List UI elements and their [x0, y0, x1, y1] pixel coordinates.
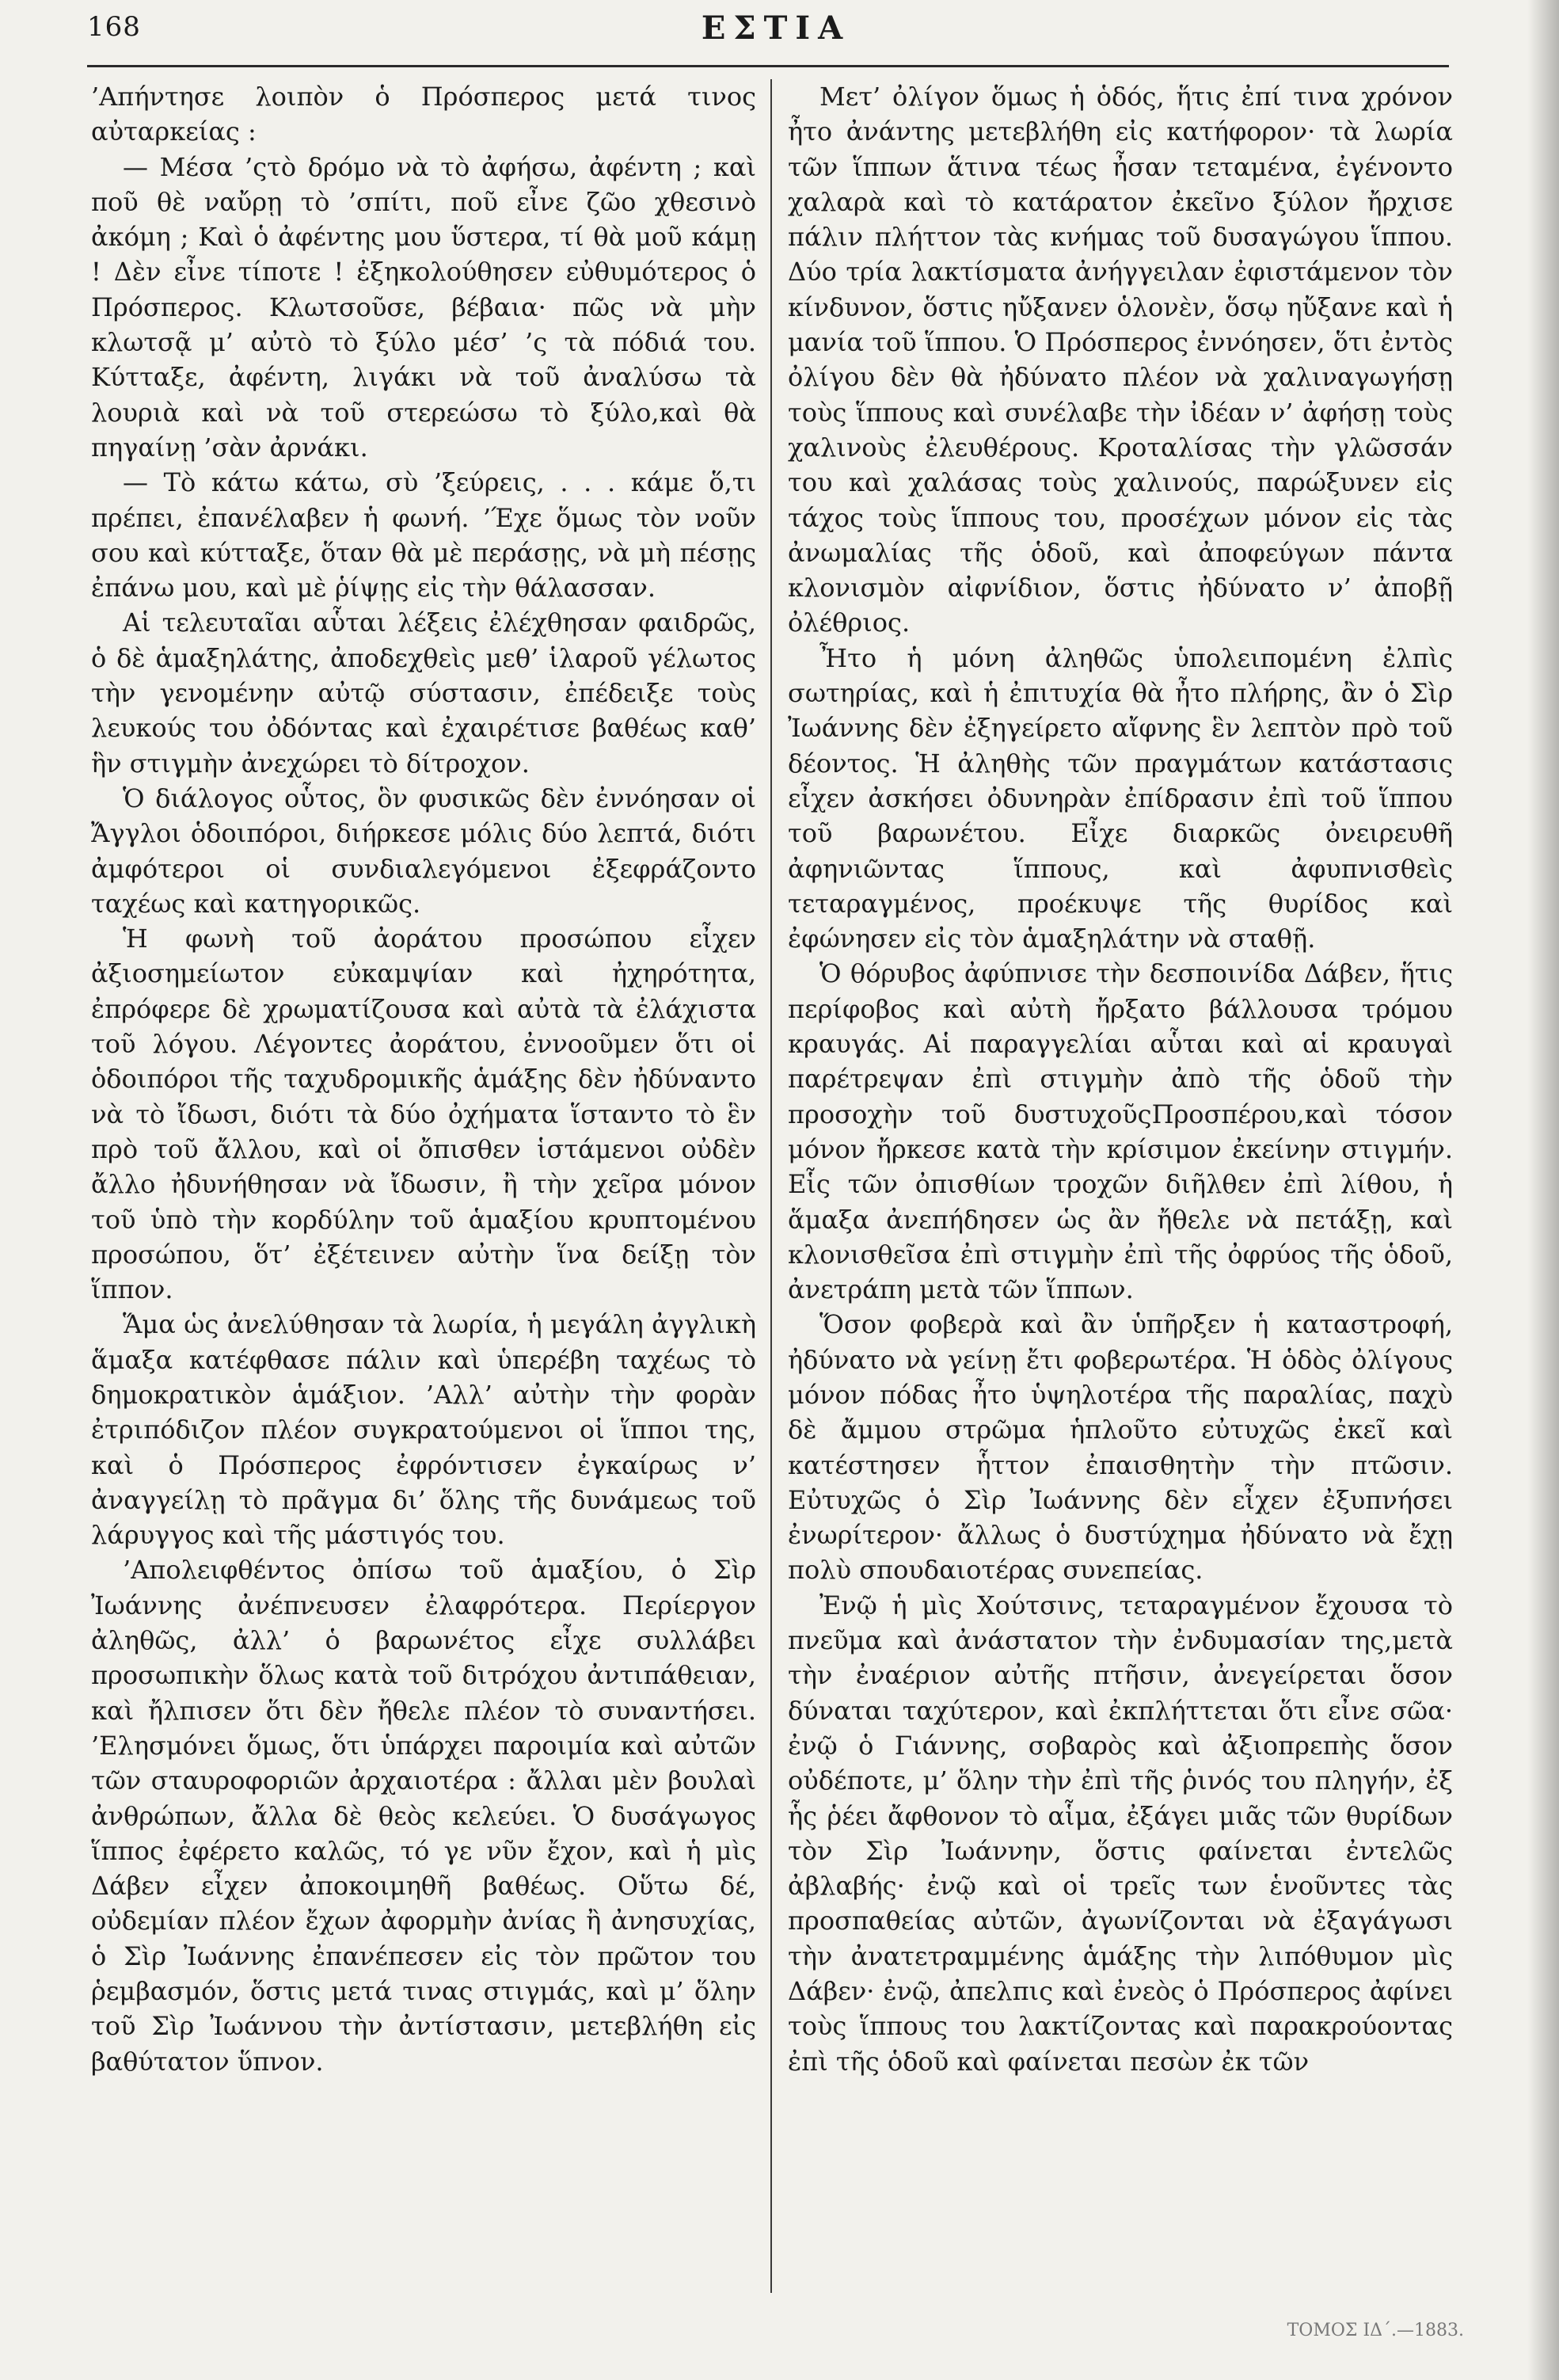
page-header	[87, 6, 1465, 54]
paragraph: Ἦτο ἡ μόνη ἀληθῶς ὑπολειπομένη ἐλπὶς σωτηρίας, καὶ ἡ ἐπιτυχία θὰ ἦτο πλήρης, ἂν ὁ Σὶρ Ἰωάννης δὲν ἐξηγείρετο αἴφνης ἓν λεπτὸν πρὸ τοῦ δέοντος. Ἡ ἀληθὴς τῶν πραγμάτων κατάστασις εἶχεν ἀσκήσει ὀδυνηρὰν ἐπίδρασιν ἐπὶ τοῦ ἵππου τοῦ βαρωνέτου. Εἶχε διαρκῶς ὀνειρευθῆ ἀφηνιῶντας ἵππους, καὶ ἀφυπνισθεὶς τεταραγμένος, προέκυψε τῆς θυρίδος καὶ ἐφώνησεν εἰς τὸν ἁμαξηλάτην νὰ σταθῇ.	[788, 642, 1453, 954]
paragraph: — Μέσα ’ςτὸ δρόμο νὰ τὸ ἀφήσω, ἀφέντη ; καὶ ποῦ θὲ ναὔρῃ τὸ ’σπίτι, ποῦ εἶνε ζῶο χθεσινὸ ἀκόμη ; Καὶ ὁ ἀφέντης μου ὕστερα, τί θὰ μοῦ κάμῃ ! Δὲν εἶνε τίποτε ! ἐξηκολούθησεν εὐθυμότερος ὁ Πρόσπερος. Κλωτσοῦσε, βέβαια· πῶς νὰ μὴν κλωτσᾷ μ’ αὐτὸ τὸ ξύλο μέσ’ ’ς τὰ πόδιά του. Κύτταξε, ἀφέντη, λιγάκι νὰ τοῦ ἀναλύσω τὰ λουριὰ καὶ νὰ τοῦ στερεώσω τὸ ξύλο,καὶ θὰ πηγαίνῃ ’σὰν ἀρνάκι.	[91, 151, 756, 463]
paragraph: ’Απήντησε λοιπὸν ὁ Πρόσπερος μετά τινος αὐταρκείας :	[91, 82, 756, 147]
paragraph: — Τὸ κάτω κάτω, σὺ ’ξεύρεις, . . . κάμε ὅ,τι πρέπει, ἐπανέλαβεν ἡ φωνή. ’Έχε ὅμως τὸν νοῦν σου καὶ κύτταξε, ὅταν θὰ μὲ περάσῃς, νὰ μὴ πέσῃς ἐπάνω μου, καὶ μὲ ῥίψῃς εἰς τὴν θάλασσαν.	[91, 467, 756, 604]
paragraph: Ἐνῷ ἡ μὶς Χούτσινς, τεταραγμένον ἔχουσα τὸ πνεῦμα καὶ ἀνάστατον τὴν ἐνδυμασίαν της,μετὰ τὴν ἐναέριον αὐτῆς πτῆσιν, ἀνεγείρεται ὅσον δύναται ταχύτερον, καὶ ἐκπλήττεται ὅτι εἶνε σῶα· ἐνῷ ὁ Γιάννης, σοβαρὸς καὶ ἀξιοπρεπὴς ὅσον οὐδέποτε, μ’ ὅλην τὴν ἐπὶ τῆς ῥινός του πληγήν, ἐξ ἧς ῥέει ἄφθονον τὸ αἷμα, ἐξάγει μιᾶς τῶν θυρίδων τὸν Σὶρ Ἰωάννην, ὅστις φαίνεται ἐντελῶς ἀβλαβής· ἐνῷ καὶ οἱ τρεῖς των ἑνοῦντες τὰς προσπαθείας αὐτῶν, ἀγωνίζονται νὰ ἐξαγάγωσι τὴν ἀνατετραμμένης ἁμάξης τὴν λιπόθυμον μὶς Δάβεν· ἐνῷ, ἀπελπις καὶ ἐνεὸς ὁ Πρόσπερος ἀφίνει τοὺς ἵππους του λακτίζοντας καὶ παρακρούοντας ἐπὶ τῆς ὁδοῦ καὶ φαίνεται πεσὼν ἐκ τῶν	[788, 1590, 1453, 2077]
left-column	[91, 79, 756, 2079]
paragraph: Ἡ φωνὴ τοῦ ἀοράτου προσώπου εἶχεν ἀξιοσημείωτον εὐκαμψίαν καὶ ἠχηρότητα, ἐπρόφερε δὲ χρωματίζουσα καὶ αὐτὰ τὰ ἐλάχιστα τοῦ λόγου. Λέγοντες ἀοράτου, ἐννοοῦμεν ὅτι οἱ ὁδοιπόροι τῆς ταχυδρομικῆς ἁμάξης δὲν ἠδύναντο νὰ τὸ ἴδωσι, διότι τὰ δύο ὀχήματα ἵσταντο τὸ ἓν πρὸ τοῦ ἄλλου, καὶ οἱ ὄπισθεν ἱστάμενοι οὐδὲν ἄλλο ἠδυνήθησαν νὰ ἴδωσιν, ἢ τὴν χεῖρα μόνον τοῦ ὑπὸ τὴν κορδύλην τοῦ ἁμαξίου κρυπτομένου προσώπου, ὅτ’ ἐξέτεινεν αὐτὴν ἵνα δείξῃ τὸν ἵππον.	[91, 923, 756, 1305]
paragraph: Ὁ διάλογος οὗτος, ὃν φυσικῶς δὲν ἐννόησαν οἱ Ἄγγλοι ὁδοιπόροι, διήρκεσε μόλις δύο λεπτά, διότι ἀμφότεροι οἱ συνδιαλεγόμενοι ἐξεφράζοντο ταχέως καὶ κατηγορικῶς.	[91, 783, 756, 919]
paragraph: Μετ’ ὀλίγον ὅμως ἡ ὁδός, ἥτις ἐπί τινα χρόνον ἦτο ἀνάντης μετεβλήθη εἰς κατήφορον· τὰ λωρία τῶν ἵππων ἅτινα τέως ἦσαν τεταμένα, ἐγένοντο χαλαρὰ καὶ τὸ κατάρατον ἐκεῖνο ξύλον ἤρχισε πάλιν πλήττον τὰς κνήμας τοῦ δυσαγώγου ἵππου. Δύο τρία λακτίσματα ἀνήγγειλαν ἐφιστάμενον τὸν κίνδυνον, ὅστις ηὔξανεν ὁλονὲν, ὅσῳ ηὔξανε καὶ ἡ μανία τοῦ ἵππου. Ὁ Πρόσπερος ἐννόησεν, ὅτι ἐντὸς ὀλίγου δὲν θὰ ἠδύνατο πλέον νὰ χαλιναγωγήσῃ τοὺς ἵππους καὶ συνέλαβε τὴν ἰδέαν ν’ ἀφήσῃ τοὺς χαλινοὺς ἐλευθέρους. Κροταλίσας τὴν γλῶσσάν του καὶ χαλάσας τοὺς χαλινούς, παρώξυνεν εἰς τάχος τοὺς ἵππους του, προσέχων μόνον εἰς τὰς ἀνωμαλίας τῆς ὁδοῦ, καὶ ἀποφεύγων πάντα κλονισμὸν αἰφνίδιον, ὅστις ἠδύνατο ν’ ἀποβῇ ὀλέθριος.	[788, 82, 1453, 638]
journal-title: ΕΣΤΙΑ	[701, 10, 851, 47]
paragraph: ’Απολειφθέντος ὀπίσω τοῦ ἁμαξίου, ὁ Σὶρ Ἰωάννης ἀνέπνευσεν ἐλαφρότερα. Περίεργον ἀληθῶς, ἀλλ’ ὁ βαρωνέτος εἶχε συλλάβει προσωπικὴν ὅλως κατὰ τοῦ διτρόχου ἀντιπάθειαν, καὶ ἤλπισεν ὅτι δὲν ἤθελε πλέον τὸ συναντήσει. ’Ελησμόνει ὅμως, ὅτι ὑπάρχει παροιμία καὶ αὐτῶν τῶν σταυροφοριῶν ἀρχαιοτέρα : ἄλλαι μὲν βουλαὶ ἀνθρώπων, ἄλλα δὲ θεὸς κελεύει. Ὁ δυσάγωγος ἵππος ἐφέρετο καλῶς, τό γε νῦν ἔχον, καὶ ἡ μὶς Δάβεν εἶχεν ἀποκοιμηθῆ βαθέως. Οὕτω δέ, οὐδεμίαν πλέον ἔχων ἀφορμὴν ἀνίας ἢ ἀνησυχίας, ὁ Σὶρ Ἰωάννης ἐπανέπεσεν εἰς τὸν πρῶτον του ῥεμβασμόν, ὅστις μετά τινας στιγμάς, καὶ μ’ ὅλην τοῦ Σὶρ Ἰωάννου τὴν ἀντίστασιν, μετεβλήθη εἰς βαθύτατον ὕπνον.	[91, 1555, 756, 2077]
paragraph: Ὅσον φοβερὰ καὶ ἂν ὑπῆρξεν ἡ καταστροφή, ἠδύνατο νὰ γείνῃ ἔτι φοβερωτέρα. Ἡ ὁδὸς ὀλίγους μόνον πόδας ἦτο ὑψηλοτέρα τῆς παραλίας, παχὺ δὲ ἄμμου στρῶμα ἡπλοῦτο εὐτυχῶς ἐκεῖ καὶ κατέστησεν ἧττον ἐπαισθητὴν τὴν πτῶσιν. Εὐτυχῶς ὁ Σὶρ Ἰωάννης δὲν εἶχεν ἐξυπνήσει ἐνωρίτερον· ἄλλως ὁ δυστύχημα ἠδύνατο νὰ ἔχῃ πολὺ σπουδαιοτέρας συνεπείας.	[788, 1309, 1453, 1586]
footer-note: ΤΟΜΟΣ ΙΔ΄.—1883.	[1287, 2321, 1464, 2340]
page-edge-shadow	[1527, 0, 1559, 2380]
page-number: 168	[87, 11, 141, 43]
header-rule	[87, 65, 1449, 67]
paragraph: Ἅμα ὡς ἀνελύθησαν τὰ λωρία, ἡ μεγάλη ἀγγλικὴ ἅμαξα κατέφθασε πάλιν καὶ ὑπερέβη ταχέως τὸ δημοκρατικὸν ἁμάξιον. ’Αλλ’ αὐτὴν τὴν φορὰν ἐτριπόδιζον πλέον συγκρατούμενοι οἱ ἵπποι της, καὶ ὁ Πρόσπερος ἐφρόντισεν ἐγκαίρως ν’ ἀναγγείλῃ τὸ πρᾶγμα δι’ ὅλης τῆς δυνάμεως τοῦ λάρυγγος καὶ τῆς μάστιγός του.	[91, 1309, 756, 1551]
right-column	[788, 79, 1453, 2079]
paragraph: Ὁ θόρυβος ἀφύπνισε τὴν δεσποινίδα Δάβεν, ἥτις περίφοβος καὶ αὐτὴ ἤρξατο βάλλουσα τρόμου κραυγάς. Αἱ παραγγελίαι αὗται καὶ αἱ κραυγαὶ παρέτρεψαν ἐπὶ στιγμὴν ἀπὸ τῆς ὁδοῦ τὴν προσοχὴν τοῦ δυστυχοῦςΠροσπέρου,καὶ τόσον μόνον ἤρκεσε κατὰ τὴν κρίσιμον ἐκείνην στιγμήν. Εἷς τῶν ὀπισθίων τροχῶν διῆλθεν ἐπὶ λίθου, ἡ ἅμαξα ἀνεπήδησεν ὡς ἂν ἤθελε νὰ πετάξῃ, καὶ κλονισθεῖσα ἐπὶ στιγμὴν ἐπὶ τῆς ὀφρύος τῆς ὁδοῦ, ἀνετράπη μετὰ τῶν ἵππων.	[788, 958, 1453, 1305]
column-divider	[770, 79, 772, 2293]
paragraph: Αἱ τελευταῖαι αὗται λέξεις ἐλέχθησαν φαιδρῶς, ὁ δὲ ἁμαξηλάτης, ἀποδεχθεὶς μεθ’ ἱλαροῦ γέλωτος τὴν γενομένην αὐτῷ σύστασιν, ἐπέδειξε τοὺς λευκούς του ὀδόντας καὶ ἐχαιρέτισε βαθέως καθ’ ἣν στιγμὴν ἀνεχώρει τὸ δίτροχον.	[91, 607, 756, 779]
